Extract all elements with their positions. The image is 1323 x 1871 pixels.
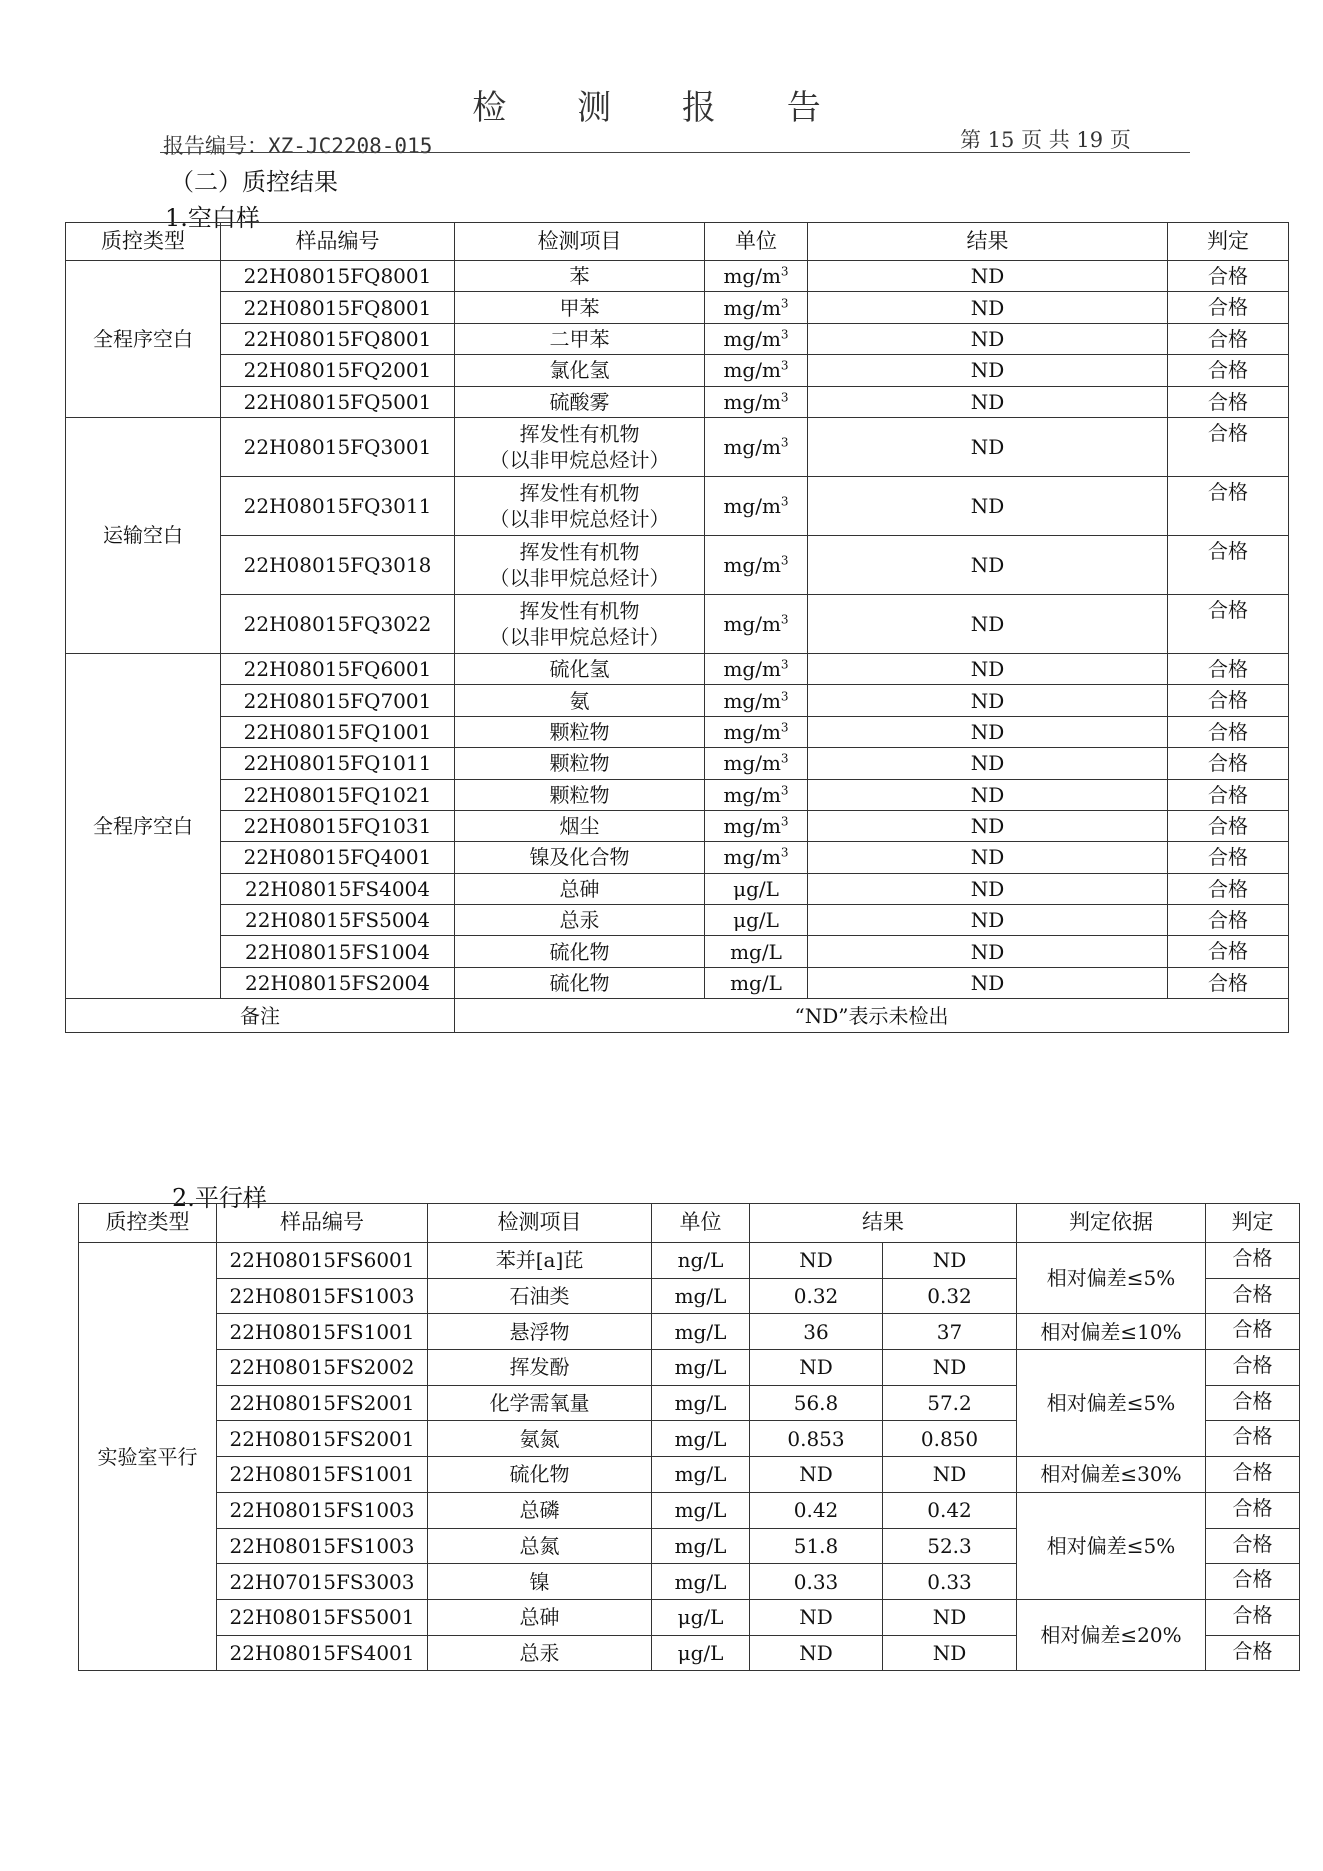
test-item-text: 总砷 xyxy=(559,876,600,901)
unit-superscript: 3 xyxy=(780,264,789,279)
judgement-cell: 合格 xyxy=(1168,936,1289,967)
judgement-cell: 合格 xyxy=(1168,685,1289,716)
sample-id-cell: 22H08015FS5004 xyxy=(221,905,455,936)
sample-id-cell: 22H08015FQ3018 xyxy=(221,535,455,594)
result-cell: ND xyxy=(808,323,1168,354)
table-row xyxy=(66,594,1289,653)
header-cell: 质控类型 xyxy=(66,223,221,261)
judgement-cell: 合格 xyxy=(1206,1385,1300,1421)
test-item-text: 硫化氢 xyxy=(549,657,610,682)
table-header-row xyxy=(66,223,1289,261)
result-1-cell: ND xyxy=(750,1243,883,1279)
unit-cell xyxy=(705,653,808,684)
unit-cell: mg/L xyxy=(652,1350,750,1386)
test-item-cell: 镍 xyxy=(428,1564,652,1600)
header-cell: 结果 xyxy=(808,223,1168,261)
judgement-cell: 合格 xyxy=(1206,1457,1300,1493)
test-item-text: 甲苯 xyxy=(559,295,600,320)
table-row xyxy=(66,653,1289,684)
table-row xyxy=(66,386,1289,417)
sample-id-cell: 22H08015FQ1001 xyxy=(221,716,455,747)
table-row xyxy=(66,261,1289,292)
unit-cell: ng/L xyxy=(652,1243,750,1279)
test-item-cell: 总磷 xyxy=(428,1492,652,1528)
judgement-cell: 合格 xyxy=(1168,476,1289,535)
table-row xyxy=(79,1492,1300,1528)
test-item-cell: 石油类 xyxy=(428,1278,652,1314)
remark-label: 备注 xyxy=(66,999,455,1033)
result-1-cell: ND xyxy=(750,1457,883,1493)
table-row xyxy=(66,323,1289,354)
header-cell: 判定 xyxy=(1168,223,1289,261)
sample-id-cell: 22H08015FS2001 xyxy=(217,1385,428,1421)
unit-cell xyxy=(705,967,808,998)
judgement-cell: 合格 xyxy=(1168,905,1289,936)
table-row xyxy=(66,842,1289,873)
unit-superscript: 3 xyxy=(780,358,789,373)
judgement-cell: 合格 xyxy=(1168,810,1289,841)
test-item-text: 氯化氢 xyxy=(549,358,610,383)
test-item-cell xyxy=(455,748,705,779)
test-item-note: （以非甲烷总烃计） xyxy=(489,624,670,649)
unit-text: mg/m xyxy=(723,434,781,459)
unit-cell: mg/L xyxy=(652,1528,750,1564)
section-title: （二）质控结果 xyxy=(170,168,338,196)
result-cell: ND xyxy=(808,535,1168,594)
judgement-cell: 合格 xyxy=(1206,1564,1300,1600)
test-item-cell xyxy=(455,355,705,386)
unit-cell xyxy=(705,323,808,354)
unit-text: mg/L xyxy=(730,971,782,996)
sample-id-cell: 22H08015FQ3001 xyxy=(221,417,455,476)
unit-text: mg/m xyxy=(723,688,781,713)
unit-cell xyxy=(705,594,808,653)
test-item-cell xyxy=(455,417,705,476)
sample-id-cell: 22H08015FS2004 xyxy=(221,967,455,998)
result-2-cell: 0.42 xyxy=(883,1492,1017,1528)
unit-cell: mg/L xyxy=(652,1492,750,1528)
result-cell: ND xyxy=(808,842,1168,873)
judgement-cell: 合格 xyxy=(1168,594,1289,653)
unit-text: mg/m xyxy=(723,657,781,682)
result-1-cell: 36 xyxy=(750,1314,883,1350)
criteria-cell: 相对偏差≤30% xyxy=(1017,1457,1206,1493)
judgement-cell: 合格 xyxy=(1206,1635,1300,1671)
table-row xyxy=(66,292,1289,323)
unit-cell xyxy=(705,417,808,476)
table-header-row xyxy=(79,1204,1300,1243)
result-2-cell: ND xyxy=(883,1350,1017,1386)
result-cell: ND xyxy=(808,261,1168,292)
test-item-cell xyxy=(455,905,705,936)
unit-cell xyxy=(705,779,808,810)
parallel-sample-table xyxy=(78,1203,1300,1671)
judgement-cell: 合格 xyxy=(1168,748,1289,779)
sample-id-cell: 22H08015FS1003 xyxy=(217,1278,428,1314)
test-item-text: 挥发性有机物 xyxy=(519,598,640,623)
table-row xyxy=(79,1350,1300,1386)
header-cell: 单位 xyxy=(705,223,808,261)
sample-id-cell: 22H08015FS1003 xyxy=(217,1492,428,1528)
test-item-cell xyxy=(455,842,705,873)
test-item-text: 颗粒物 xyxy=(549,782,610,807)
judgement-cell: 合格 xyxy=(1168,261,1289,292)
test-item-text: 颗粒物 xyxy=(549,751,610,776)
test-item-cell xyxy=(455,292,705,323)
page-title: 检 测 报 告 xyxy=(472,88,851,128)
report-number: 报告编号：XZ-JC2208-015 xyxy=(163,134,433,158)
test-item-note: （以非甲烷总烃计） xyxy=(489,506,670,531)
table-row xyxy=(79,1243,1300,1279)
sample-id-cell: 22H08015FQ8001 xyxy=(221,261,455,292)
unit-superscript: 3 xyxy=(780,553,789,568)
qc-type-cell: 运输空白 xyxy=(66,417,221,653)
unit-superscript: 3 xyxy=(780,814,789,829)
judgement-cell: 合格 xyxy=(1206,1421,1300,1457)
result-cell: ND xyxy=(808,716,1168,747)
criteria-cell: 相对偏差≤20% xyxy=(1017,1599,1206,1670)
test-item-text: 硫化物 xyxy=(549,939,610,964)
unit-cell xyxy=(705,810,808,841)
unit-cell: mg/L xyxy=(652,1564,750,1600)
unit-cell xyxy=(705,748,808,779)
test-item-note: （以非甲烷总烃计） xyxy=(489,565,670,590)
test-item-text: 镍及化合物 xyxy=(529,845,630,870)
test-item-cell: 总汞 xyxy=(428,1635,652,1671)
judgement-cell: 合格 xyxy=(1168,355,1289,386)
qc-type-cell: 全程序空白 xyxy=(66,653,221,998)
result-cell: ND xyxy=(808,417,1168,476)
result-2-cell: 0.32 xyxy=(883,1278,1017,1314)
unit-cell xyxy=(705,476,808,535)
table-row xyxy=(66,716,1289,747)
test-item-text: 烟尘 xyxy=(559,814,600,839)
result-cell: ND xyxy=(808,685,1168,716)
table-row xyxy=(66,535,1289,594)
header-cell: 结果 xyxy=(750,1204,1017,1243)
judgement-cell: 合格 xyxy=(1206,1243,1300,1279)
test-item-cell xyxy=(455,936,705,967)
table-row xyxy=(66,779,1289,810)
sample-id-cell: 22H08015FQ1011 xyxy=(221,748,455,779)
header-cell: 判定 xyxy=(1206,1204,1300,1243)
unit-text: mg/m xyxy=(723,295,781,320)
test-item-cell xyxy=(455,653,705,684)
unit-text: mg/m xyxy=(723,493,781,518)
unit-text: mg/m xyxy=(723,845,781,870)
sample-id-cell: 22H08015FQ6001 xyxy=(221,653,455,684)
test-item-text: 挥发性有机物 xyxy=(519,480,640,505)
unit-superscript: 3 xyxy=(780,295,789,310)
result-cell: ND xyxy=(808,476,1168,535)
test-item-cell: 苯并[a]芘 xyxy=(428,1243,652,1279)
result-1-cell: ND xyxy=(750,1350,883,1386)
table-row xyxy=(79,1599,1300,1635)
unit-superscript: 3 xyxy=(780,688,789,703)
sample-id-cell: 22H08015FS2002 xyxy=(217,1350,428,1386)
sample-id-cell: 22H08015FS1003 xyxy=(217,1528,428,1564)
judgement-cell: 合格 xyxy=(1168,967,1289,998)
unit-cell: mg/L xyxy=(652,1421,750,1457)
unit-text: mg/m xyxy=(723,389,781,414)
table-row xyxy=(66,873,1289,904)
result-2-cell: ND xyxy=(883,1635,1017,1671)
result-cell: ND xyxy=(808,386,1168,417)
result-1-cell: 0.33 xyxy=(750,1564,883,1600)
result-1-cell: ND xyxy=(750,1599,883,1635)
test-item-cell xyxy=(455,967,705,998)
unit-cell xyxy=(705,386,808,417)
header-cell: 检测项目 xyxy=(455,223,705,261)
test-item-cell xyxy=(455,873,705,904)
table-row xyxy=(79,1314,1300,1350)
judgement-cell: 合格 xyxy=(1206,1314,1300,1350)
judgement-cell: 合格 xyxy=(1168,779,1289,810)
table-row xyxy=(66,905,1289,936)
criteria-cell: 相对偏差≤5% xyxy=(1017,1492,1206,1599)
unit-cell xyxy=(705,936,808,967)
sample-id-cell: 22H08015FS5001 xyxy=(217,1599,428,1635)
page-info: 第 15 页 共 19 页 xyxy=(960,128,1131,152)
judgement-cell: 合格 xyxy=(1206,1492,1300,1528)
result-cell: ND xyxy=(808,810,1168,841)
result-1-cell: 56.8 xyxy=(750,1385,883,1421)
remark-row xyxy=(66,999,1289,1033)
unit-text: mg/m xyxy=(723,782,781,807)
test-item-text: 挥发性有机物 xyxy=(519,421,640,446)
unit-cell xyxy=(705,873,808,904)
sample-id-cell: 22H08015FQ8001 xyxy=(221,292,455,323)
result-2-cell: 37 xyxy=(883,1314,1017,1350)
result-cell: ND xyxy=(808,594,1168,653)
result-1-cell: 0.32 xyxy=(750,1278,883,1314)
test-item-cell xyxy=(455,261,705,292)
unit-superscript: 3 xyxy=(780,327,789,342)
unit-cell xyxy=(705,535,808,594)
sample-id-cell: 22H08015FS2001 xyxy=(217,1421,428,1457)
result-cell: ND xyxy=(808,936,1168,967)
unit-superscript: 3 xyxy=(780,720,789,735)
unit-cell xyxy=(705,355,808,386)
unit-cell: mg/L xyxy=(652,1278,750,1314)
result-2-cell: 0.33 xyxy=(883,1564,1017,1600)
table-row xyxy=(79,1457,1300,1493)
header-rule xyxy=(160,152,1190,153)
table-row xyxy=(66,355,1289,386)
test-item-text: 二甲苯 xyxy=(549,326,610,351)
unit-text: μg/L xyxy=(733,908,779,933)
unit-cell xyxy=(705,261,808,292)
unit-text: mg/m xyxy=(723,814,781,839)
sample-id-cell: 22H08015FS1001 xyxy=(217,1457,428,1493)
header-cell: 检测项目 xyxy=(428,1204,652,1243)
unit-cell: mg/L xyxy=(652,1385,750,1421)
parallel-subtitle: 2.平行样 xyxy=(172,1184,267,1212)
judgement-cell: 合格 xyxy=(1168,653,1289,684)
judgement-cell: 合格 xyxy=(1168,386,1289,417)
criteria-cell: 相对偏差≤5% xyxy=(1017,1243,1206,1314)
result-2-cell: ND xyxy=(883,1457,1017,1493)
unit-cell: μg/L xyxy=(652,1599,750,1635)
result-1-cell: 0.853 xyxy=(750,1421,883,1457)
test-item-cell xyxy=(455,779,705,810)
result-cell: ND xyxy=(808,905,1168,936)
unit-text: mg/m xyxy=(723,611,781,636)
test-item-cell xyxy=(455,323,705,354)
result-cell: ND xyxy=(808,653,1168,684)
header-cell: 单位 xyxy=(652,1204,750,1243)
sample-id-cell: 22H08015FQ2001 xyxy=(221,355,455,386)
unit-cell xyxy=(705,716,808,747)
table-row xyxy=(66,936,1289,967)
sample-id-cell: 22H07015FS3003 xyxy=(217,1564,428,1600)
qc-type-cell: 实验室平行 xyxy=(79,1243,217,1671)
qc-type-cell: 全程序空白 xyxy=(66,261,221,418)
test-item-cell: 氨氮 xyxy=(428,1421,652,1457)
criteria-cell: 相对偏差≤10% xyxy=(1017,1314,1206,1350)
test-item-cell: 总氮 xyxy=(428,1528,652,1564)
unit-superscript: 3 xyxy=(780,435,789,450)
test-item-cell: 硫化物 xyxy=(428,1457,652,1493)
sample-id-cell: 22H08015FQ1031 xyxy=(221,810,455,841)
test-item-cell xyxy=(455,685,705,716)
judgement-cell: 合格 xyxy=(1168,535,1289,594)
test-item-cell xyxy=(455,476,705,535)
test-item-text: 苯 xyxy=(569,264,590,289)
unit-text: mg/m xyxy=(723,719,781,744)
result-2-cell: 0.850 xyxy=(883,1421,1017,1457)
result-cell: ND xyxy=(808,355,1168,386)
sample-id-cell: 22H08015FQ3011 xyxy=(221,476,455,535)
sample-id-cell: 22H08015FS4004 xyxy=(221,873,455,904)
sample-id-cell: 22H08015FQ1021 xyxy=(221,779,455,810)
result-1-cell: 51.8 xyxy=(750,1528,883,1564)
result-cell: ND xyxy=(808,779,1168,810)
judgement-cell: 合格 xyxy=(1206,1278,1300,1314)
test-item-cell: 化学需氧量 xyxy=(428,1385,652,1421)
sample-id-cell: 22H08015FQ4001 xyxy=(221,842,455,873)
test-item-text: 氨 xyxy=(569,688,590,713)
test-item-note: （以非甲烷总烃计） xyxy=(489,447,670,472)
result-2-cell: 52.3 xyxy=(883,1528,1017,1564)
test-item-cell xyxy=(455,386,705,417)
unit-text: mg/m xyxy=(723,264,781,289)
sample-id-cell: 22H08015FS4001 xyxy=(217,1635,428,1671)
unit-superscript: 3 xyxy=(780,845,789,860)
unit-cell xyxy=(705,905,808,936)
header-cell: 样品编号 xyxy=(217,1204,428,1243)
unit-cell xyxy=(705,842,808,873)
judgement-cell: 合格 xyxy=(1168,716,1289,747)
table-row xyxy=(66,967,1289,998)
sample-id-cell: 22H08015FS6001 xyxy=(217,1243,428,1279)
judgement-cell: 合格 xyxy=(1168,417,1289,476)
judgement-cell: 合格 xyxy=(1168,323,1289,354)
header-cell: 判定依据 xyxy=(1017,1204,1206,1243)
test-item-cell xyxy=(455,594,705,653)
table-row xyxy=(66,685,1289,716)
sample-id-cell: 22H08015FS1004 xyxy=(221,936,455,967)
unit-superscript: 3 xyxy=(780,751,789,766)
blank-subtitle: 1.空白样 xyxy=(165,204,260,232)
unit-text: mg/m xyxy=(723,751,781,776)
unit-superscript: 3 xyxy=(780,494,789,509)
test-item-cell: 挥发酚 xyxy=(428,1350,652,1386)
result-cell: ND xyxy=(808,967,1168,998)
judgement-cell: 合格 xyxy=(1206,1350,1300,1386)
unit-cell: mg/L xyxy=(652,1457,750,1493)
header-cell: 质控类型 xyxy=(79,1204,217,1243)
unit-superscript: 3 xyxy=(780,612,789,627)
sample-id-cell: 22H08015FQ3022 xyxy=(221,594,455,653)
blank-sample-table xyxy=(65,222,1289,1033)
result-1-cell: ND xyxy=(750,1635,883,1671)
criteria-cell: 相对偏差≤5% xyxy=(1017,1350,1206,1457)
unit-superscript: 3 xyxy=(780,390,789,405)
unit-text: mg/m xyxy=(723,358,781,383)
table-row xyxy=(66,748,1289,779)
result-2-cell: ND xyxy=(883,1243,1017,1279)
judgement-cell: 合格 xyxy=(1206,1599,1300,1635)
unit-text: μg/L xyxy=(733,876,779,901)
test-item-cell xyxy=(455,810,705,841)
unit-superscript: 3 xyxy=(780,783,789,798)
test-item-cell: 悬浮物 xyxy=(428,1314,652,1350)
result-2-cell: 57.2 xyxy=(883,1385,1017,1421)
unit-cell: mg/L xyxy=(652,1314,750,1350)
unit-text: mg/L xyxy=(730,939,782,964)
test-item-text: 颗粒物 xyxy=(549,719,610,744)
test-item-cell xyxy=(455,535,705,594)
result-1-cell: 0.42 xyxy=(750,1492,883,1528)
test-item-cell xyxy=(455,716,705,747)
header-cell: 样品编号 xyxy=(221,223,455,261)
judgement-cell: 合格 xyxy=(1168,292,1289,323)
unit-superscript: 3 xyxy=(780,657,789,672)
test-item-text: 总汞 xyxy=(559,908,600,933)
unit-cell xyxy=(705,292,808,323)
judgement-cell: 合格 xyxy=(1168,842,1289,873)
sample-id-cell: 22H08015FQ5001 xyxy=(221,386,455,417)
judgement-cell: 合格 xyxy=(1206,1528,1300,1564)
remark-text: “ND”表示未检出 xyxy=(455,999,1289,1033)
table-row xyxy=(66,476,1289,535)
result-cell: ND xyxy=(808,748,1168,779)
sample-id-cell: 22H08015FQ7001 xyxy=(221,685,455,716)
sample-id-cell: 22H08015FQ8001 xyxy=(221,323,455,354)
unit-text: mg/m xyxy=(723,326,781,351)
result-cell: ND xyxy=(808,292,1168,323)
unit-text: mg/m xyxy=(723,552,781,577)
test-item-text: 挥发性有机物 xyxy=(519,539,640,564)
test-item-text: 硫化物 xyxy=(549,971,610,996)
test-item-cell: 总砷 xyxy=(428,1599,652,1635)
test-item-text: 硫酸雾 xyxy=(549,389,610,414)
sample-id-cell: 22H08015FS1001 xyxy=(217,1314,428,1350)
table-row xyxy=(66,810,1289,841)
judgement-cell: 合格 xyxy=(1168,873,1289,904)
unit-cell xyxy=(705,685,808,716)
unit-cell: μg/L xyxy=(652,1635,750,1671)
table-row xyxy=(66,417,1289,476)
result-cell: ND xyxy=(808,873,1168,904)
result-2-cell: ND xyxy=(883,1599,1017,1635)
